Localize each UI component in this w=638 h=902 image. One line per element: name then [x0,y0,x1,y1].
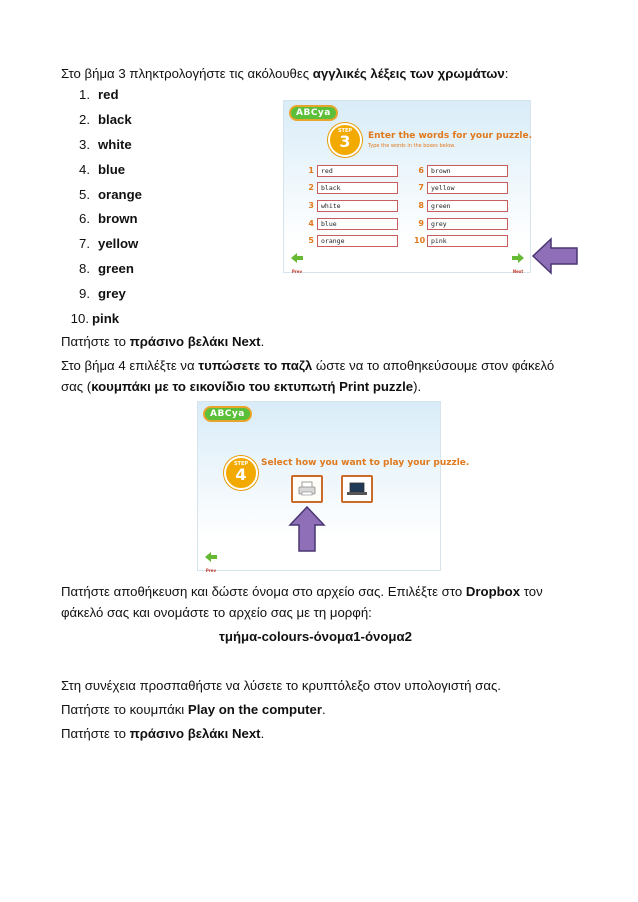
word-input[interactable]: brown [427,165,508,177]
press-next-2 [61,725,264,743]
list-number: 7. [79,236,90,252]
list-number: 6. [79,211,90,227]
print-puzzle-button[interactable] [291,475,323,503]
step3-screenshot [283,100,531,273]
entry-number: 3 [308,201,314,210]
text: σας ( [61,379,92,394]
text: Πατήστε το [61,334,130,349]
entry-number: 5 [308,236,314,245]
solve-line: Στη συνέχεια προσπαθήστε να λύσετε το κρυπτόλεξο στον υπολογιστή σας. [61,678,501,693]
list-word: orange [98,186,142,202]
abcya-logo: ABCya [289,105,338,121]
pointer-arrow-left-icon [531,237,579,275]
save-line1 [61,583,543,601]
word-input[interactable]: green [427,200,508,212]
list-word: black [98,111,132,127]
arrow-left-icon [290,252,304,264]
step-badge [328,123,362,157]
list-number: 5. [79,186,90,202]
printer-icon [293,477,321,501]
next-label: Next [512,269,524,274]
word-input[interactable]: yellow [427,182,508,194]
press-next-1 [61,333,264,351]
prev-label: Prev [291,269,303,274]
step4-instruction: Select how you want to play your puzzle. [261,458,470,468]
prev-button[interactable] [204,550,218,573]
step3-instruction: Enter the words for your puzzle. [368,131,532,141]
text: Στο βήμα 4 επιλέξτε να [61,358,199,373]
step3-intro [61,65,508,83]
step4-line2 [61,378,421,396]
step3-subinstruction: Type the words in the boxes below. [368,143,456,149]
step-badge [224,456,258,490]
bold-text: Play on the computer [187,702,323,717]
text: . [322,702,326,717]
list-number: 4. [79,161,90,177]
laptop-icon [343,477,371,501]
text: Πατήστε το κουμπάκι [61,702,188,717]
word-input[interactable]: white [317,200,398,212]
list-word: brown [98,211,138,227]
step-number: 3 [339,132,351,151]
bold-text: πράσινο βελάκι Next [129,334,261,349]
text: Πατήστε το [61,726,130,741]
bold-text: τυπώσετε το παζλ [198,358,313,373]
list-word: pink [92,311,120,327]
list-number: 1. [79,87,90,102]
intro-text: Στο βήμα 3 πληκτρολογήστε τις ακόλουθες [61,66,313,81]
arrow-left-icon [204,551,218,563]
list-word: grey [98,286,126,302]
bold-text: Dropbox [465,584,521,599]
word-input[interactable]: pink [427,235,508,247]
save-line2: φάκελό σας και ονομάστε το αρχείο σας με τη μορφή: [61,605,372,620]
word-input[interactable]: orange [317,235,398,247]
prev-button[interactable] [290,251,304,274]
word-input[interactable]: grey [427,218,508,230]
step-label: STEP [233,461,249,467]
intro-bold: αγγλικές λέξεις των χρωμάτων [312,66,505,81]
play-line [61,701,326,719]
step4-line1 [61,357,554,375]
entry-number: 4 [308,219,314,228]
entry-number: 7 [418,183,424,192]
abcya-logo: ABCya [203,406,252,422]
step-label: STEP [337,128,353,134]
intro-suffix: : [504,66,509,81]
arrow-right-icon [511,252,525,264]
prev-label: Prev [205,568,217,573]
entry-number: 2 [308,183,314,192]
text: . [260,334,265,349]
text: ). [413,379,422,394]
word-input[interactable]: red [317,165,398,177]
list-word: white [98,136,132,152]
list-word: blue [98,161,126,177]
bold-text: πράσινο βελάκι Next [129,726,261,741]
text: . [260,726,265,741]
entry-number: 9 [418,219,424,228]
list-number: 2. [79,111,90,127]
entry-number: 1 [308,166,314,175]
list-word: red [98,87,119,102]
word-input[interactable]: black [317,182,398,194]
entry-number: 6 [418,166,424,175]
entry-number: 8 [418,201,424,210]
next-button[interactable] [511,251,525,274]
pointer-arrow-up-icon [288,505,326,553]
word-input[interactable]: blue [317,218,398,230]
step-number: 4 [235,465,247,484]
filename-format: τμήμα-colours-όνομα1-όνομα2 [219,629,412,644]
list-number: 10. [70,311,89,327]
list-number: 8. [79,261,90,277]
text: τον [520,584,543,599]
text: ώστε να το αποθηκεύσουμε στον φάκελό [312,358,555,373]
bold-text: κουμπάκι με το εικονίδιο του εκτυπωτή Print puzzle [91,379,414,394]
entry-number: 10 [414,236,426,245]
list-word: green [98,261,134,277]
list-word: yellow [98,236,139,252]
list-number: 9. [79,286,90,302]
text: Πατήστε αποθήκευση και δώστε όνομα στο αρχείο σας. Επιλέξτε στο [61,584,466,599]
play-on-computer-button[interactable] [341,475,373,503]
list-number: 3. [79,136,90,152]
